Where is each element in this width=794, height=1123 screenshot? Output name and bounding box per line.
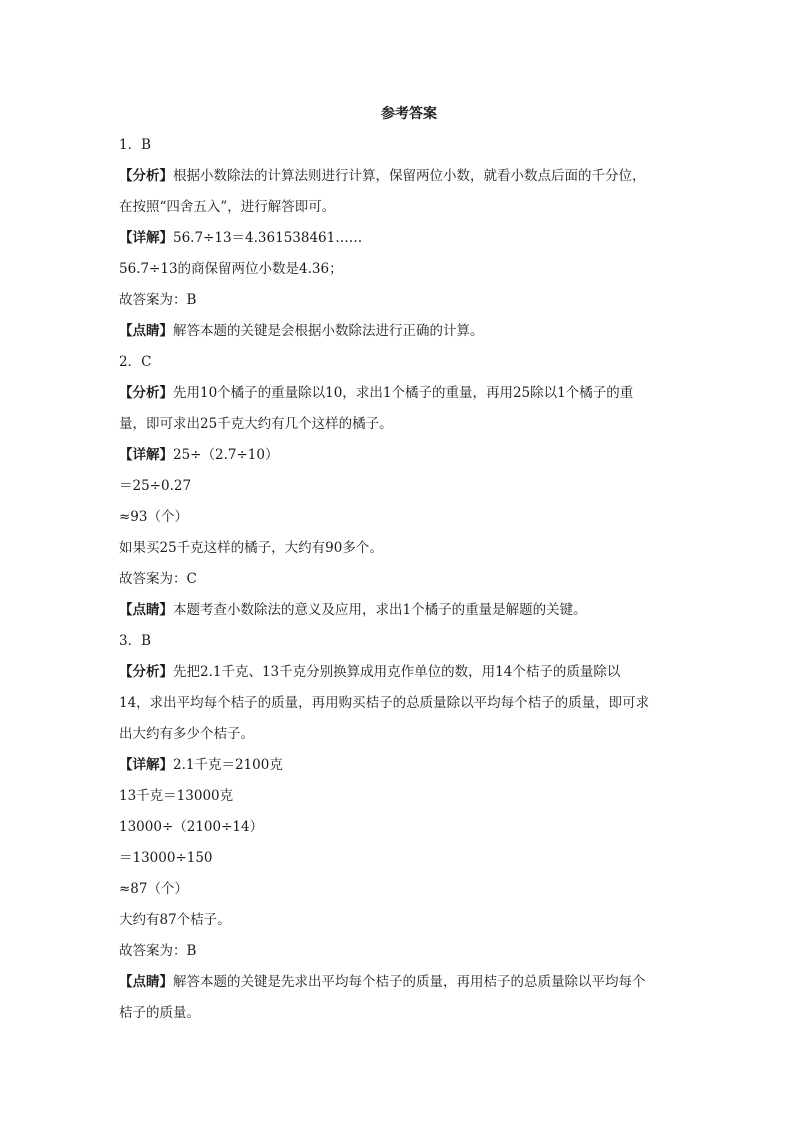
line-text: ＝13000÷150 <box>119 850 213 866</box>
line-text: 量，即可求出25千克大约有几个这样的橘子。 <box>119 416 393 432</box>
answer-line <box>119 847 679 878</box>
answer-line <box>119 289 679 320</box>
line-text: 2.1千克＝2100克 <box>173 757 283 773</box>
section-tag: 【分析】 <box>119 385 173 401</box>
line-text: 大约有87个桔子。 <box>119 912 231 928</box>
line-text: 根据小数除法的计算法则进行计算，保留两位小数，就看小数点后面的千分位， <box>173 168 646 184</box>
question-list <box>119 134 679 1033</box>
answer-line <box>119 940 679 971</box>
line-text: 14，求出平均每个桔子的质量，再用购买桔子的总质量除以平均每个桔子的质量，即可求 <box>119 695 650 711</box>
answer-line <box>119 661 679 692</box>
answer-content <box>119 103 679 1033</box>
answer-line <box>119 568 679 599</box>
line-text: 先用10个橘子的重量除以10，求出1个橘子的重量，再用25除以1个橘子的重 <box>173 385 634 401</box>
answer-line <box>119 1002 679 1033</box>
answer-line <box>119 196 679 227</box>
line-text: 56.7÷13＝4.361538461…… <box>173 230 363 246</box>
answer-line <box>119 692 679 723</box>
section-tag: 【分析】 <box>119 168 173 184</box>
answer-line <box>119 723 679 754</box>
answer-line <box>119 320 679 351</box>
line-text: 本题考查小数除法的意义及应用，求出1个橘子的重量是解题的关键。 <box>173 602 587 618</box>
line-text: 如果买25千克这样的橘子，大约有90多个。 <box>119 540 383 556</box>
answer-line <box>119 506 679 537</box>
line-text: ≈87（个） <box>119 881 188 897</box>
line-text: 解答本题的关键是会根据小数除法进行正确的计算。 <box>173 323 484 339</box>
line-text: ≈93（个） <box>119 509 188 525</box>
answer-line <box>119 599 679 630</box>
answer-line <box>119 475 679 506</box>
section-tag: 【详解】 <box>119 230 173 246</box>
line-text: 故答案为：C <box>119 571 197 587</box>
line-text: ＝25÷0.27 <box>119 478 192 494</box>
answer-line <box>119 878 679 909</box>
question-block <box>119 351 679 630</box>
section-tag: 【点睛】 <box>119 602 173 618</box>
line-text: 先把2.1千克、13千克分别换算成用克作单位的数，用14个桔子的质量除以 <box>173 664 621 680</box>
line-text: 在按照“四舍五入”，进行解答即可。 <box>119 199 336 215</box>
question-number: 3．B <box>119 633 152 649</box>
line-text: 解答本题的关键是先求出平均每个桔子的质量，再用桔子的总质量除以平均每个 <box>173 974 646 990</box>
section-tag: 【详解】 <box>119 447 173 463</box>
answer-line <box>119 382 679 413</box>
line-text: 13千克＝13000克 <box>119 788 234 804</box>
line-text: 桔子的质量。 <box>119 1005 200 1021</box>
answer-line <box>119 413 679 444</box>
line-text: 25÷（2.7÷10） <box>173 447 279 463</box>
line-text: 故答案为：B <box>119 943 197 959</box>
page-title: 参考答案 <box>381 106 437 122</box>
answer-line <box>119 754 679 785</box>
answer-line <box>119 165 679 196</box>
question-block <box>119 134 679 351</box>
question-block <box>119 630 679 1033</box>
line-text: 56.7÷13的商保留两位小数是4.36； <box>119 261 343 277</box>
answer-line <box>119 537 679 568</box>
line-text: 13000÷（2100÷14） <box>119 819 264 835</box>
question-number: 1．B <box>119 137 152 153</box>
answer-line <box>119 909 679 940</box>
answer-line <box>119 785 679 816</box>
answer-line <box>119 258 679 289</box>
line-text: 出大约有多少个桔子。 <box>119 726 254 742</box>
section-tag: 【分析】 <box>119 664 173 680</box>
question-number: 2．C <box>119 354 152 370</box>
answer-line <box>119 227 679 258</box>
section-tag: 【详解】 <box>119 757 173 773</box>
section-tag: 【点睛】 <box>119 974 173 990</box>
answer-line <box>119 971 679 1002</box>
section-tag: 【点睛】 <box>119 323 173 339</box>
line-text: 故答案为：B <box>119 292 197 308</box>
answer-line <box>119 444 679 475</box>
answer-line <box>119 816 679 847</box>
